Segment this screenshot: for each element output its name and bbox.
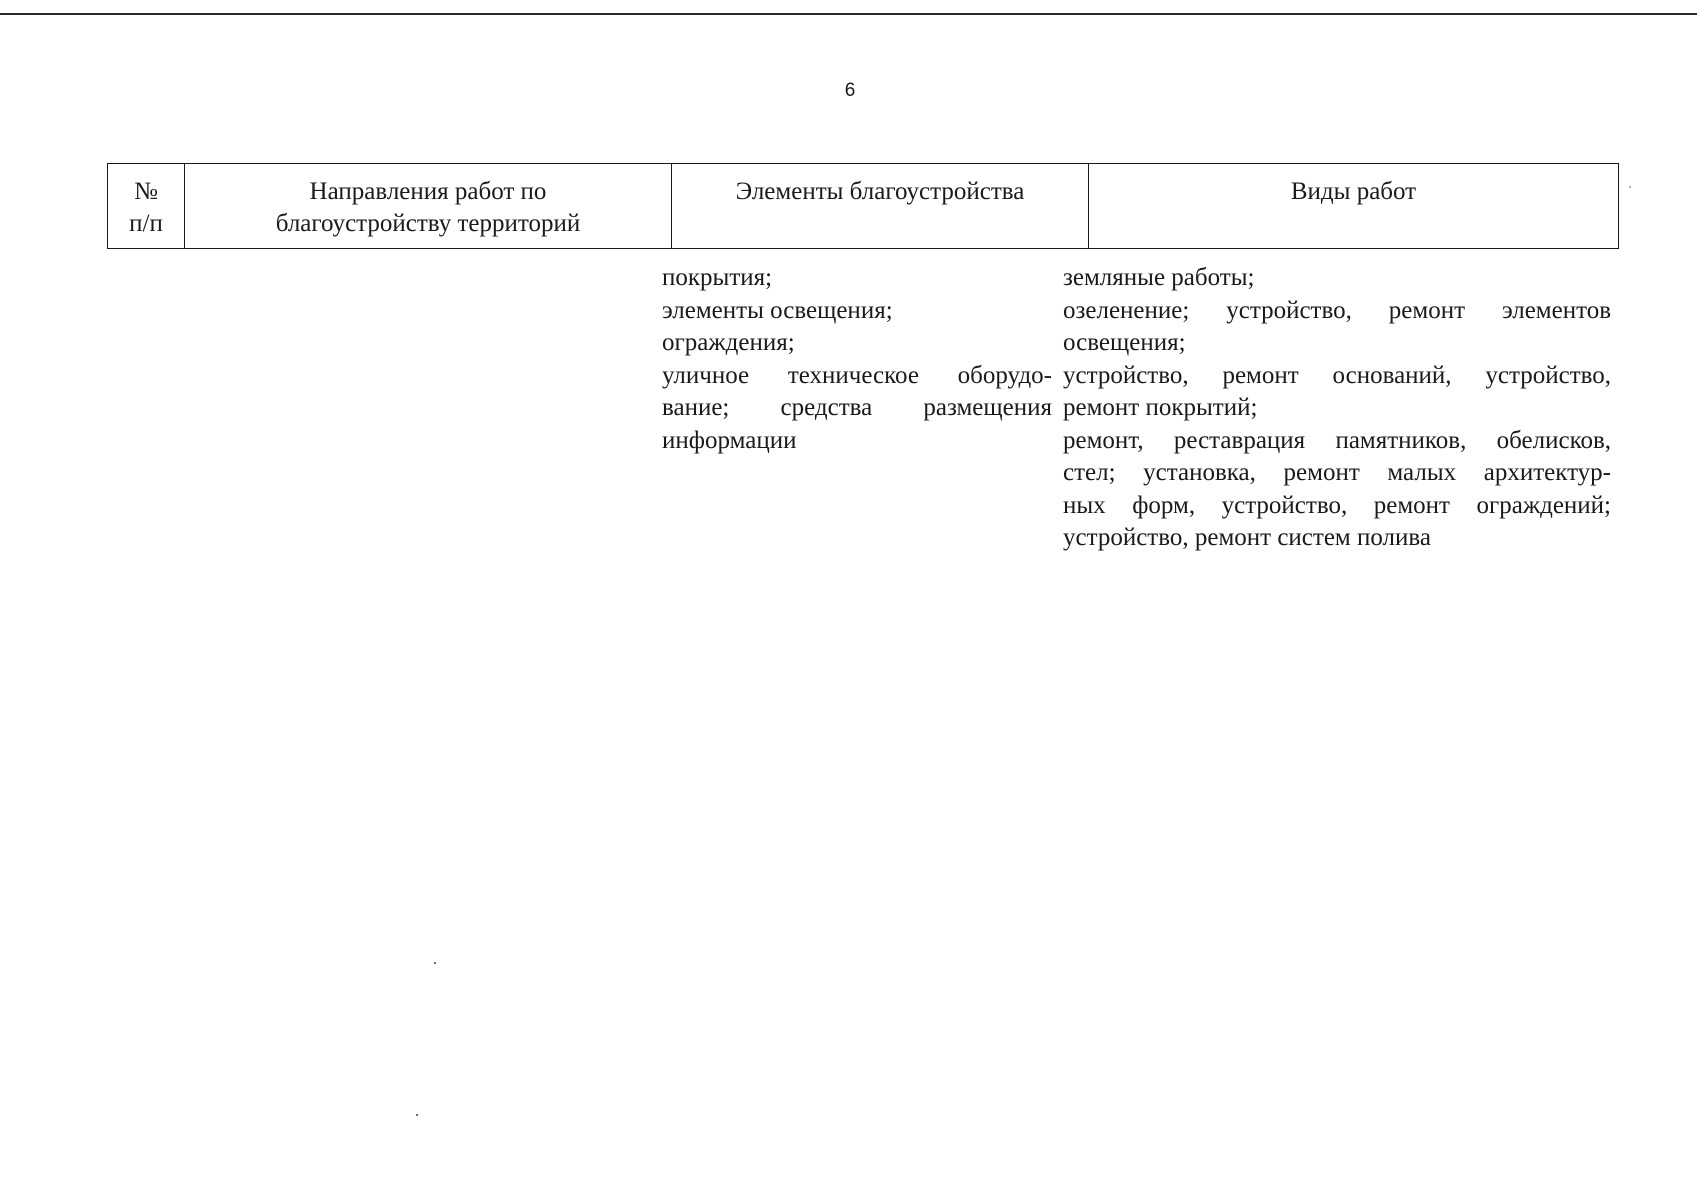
header-num xyxy=(108,164,185,249)
elements-line: ограждения; xyxy=(662,329,795,356)
header-direction xyxy=(185,164,672,249)
elements-line: уличное техническое оборудо- xyxy=(662,361,1052,389)
works-line: ных форм, устройство, ремонт ограждений; xyxy=(1063,491,1611,519)
header-elements: Элементы благоустройства xyxy=(672,164,1089,249)
works-cell xyxy=(1063,262,1611,555)
works-line: ремонт, реставрация памятников, обелисков, xyxy=(1063,426,1611,454)
header-works: Виды работ xyxy=(1089,164,1619,249)
table-header xyxy=(107,163,1619,249)
works-line: стел; установка, ремонт малых архитектур- xyxy=(1063,459,1611,486)
elements-cell xyxy=(662,262,1052,457)
elements-line: вание; средства размещения xyxy=(662,394,1052,421)
elements-line: информации xyxy=(662,426,797,454)
works-line: земляные работы; xyxy=(1063,264,1255,291)
elements-line: покрытия; xyxy=(662,264,773,291)
works-line: озеленение; устройство, ремонт элементов xyxy=(1063,296,1611,324)
scan-speck xyxy=(1629,186,1631,188)
header-direction-line1: Направления работ по xyxy=(309,178,547,205)
header-direction-line2: благоустройству территорий xyxy=(275,210,581,237)
header-num-line2: п/п xyxy=(129,210,163,237)
works-line: освещения; xyxy=(1063,329,1186,356)
works-line: устройство, ремонт систем полива xyxy=(1063,524,1431,551)
table-header-row xyxy=(108,164,1619,249)
works-line: устройство, ремонт оснований, устройство, xyxy=(1063,361,1611,389)
page-number: 6 xyxy=(844,80,856,101)
scan-speck xyxy=(434,962,436,964)
top-rule xyxy=(0,13,1697,15)
works-line: ремонт покрытий; xyxy=(1063,394,1258,421)
header-num-line1: № xyxy=(134,178,158,205)
scan-speck xyxy=(416,1114,418,1116)
elements-line: элементы освещения; xyxy=(662,296,893,324)
